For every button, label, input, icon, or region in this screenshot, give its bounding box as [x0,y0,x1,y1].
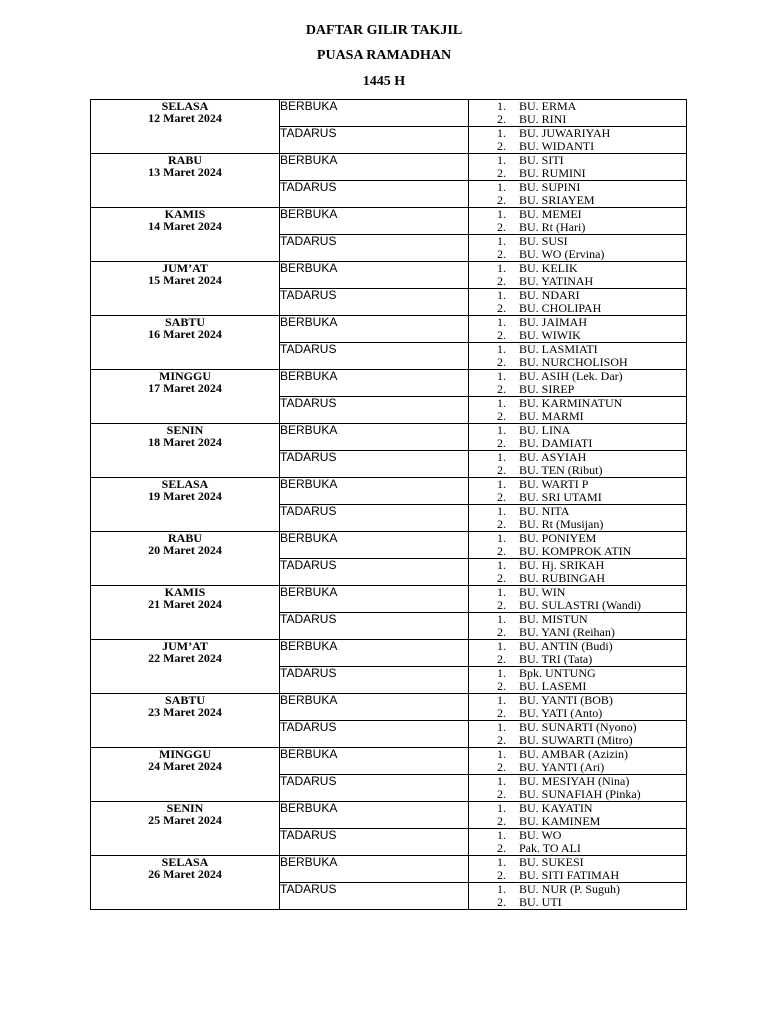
activity-berbuka: BERBUKA [280,316,469,343]
entry-number: 1. [497,207,506,221]
name-entry [469,356,686,369]
day-name: RABU [167,531,202,545]
entry-number: 1. [497,261,506,275]
day-cell [91,532,280,586]
name-entry [469,518,686,531]
activity-tadarus: TADARUS [280,883,469,910]
person-name: BU. ANTIN (Budi) [519,639,613,653]
day-date: 24 Maret 2024 [148,759,222,773]
person-name: BU. WO [519,828,562,842]
entry-number: 2. [497,139,506,153]
entry-number: 1. [497,342,506,356]
entry-number: 2. [497,841,506,855]
entry-number: 2. [497,571,506,585]
entry-number: 2. [497,625,506,639]
schedule-row [91,694,687,721]
name-entry [469,572,686,585]
name-entry [469,869,686,882]
entry-number: 1. [497,315,506,329]
name-entry [469,248,686,261]
name-entry [469,788,686,801]
person-name: BU. TEN (Ribut) [519,463,603,477]
schedule-row [91,100,687,127]
day-name: RABU [167,153,202,167]
person-name: BU. CHOLIPAH [519,301,602,315]
entry-number: 1. [497,504,506,518]
day-cell [91,856,280,910]
person-name: Bpk. UNTUNG [519,666,596,680]
day-cell [91,154,280,208]
tadarus-names-cell [469,397,687,424]
day-cell [91,316,280,370]
activity-berbuka: BERBUKA [280,154,469,181]
document-year: 1445 H [362,74,406,89]
activity-berbuka: BERBUKA [280,586,469,613]
name-entry [469,761,686,774]
berbuka-names-cell [469,802,687,829]
activity-tadarus: TADARUS [280,667,469,694]
entry-number: 2. [497,220,506,234]
person-name: BU. LINA [519,423,571,437]
day-cell [91,586,280,640]
day-name: JUM’AT [162,639,208,653]
activity-tadarus: TADARUS [280,127,469,154]
activity-berbuka: BERBUKA [280,748,469,775]
entry-number: 2. [497,517,506,531]
name-entry [469,464,686,477]
berbuka-names-cell [469,100,687,127]
person-name: BU. SUWARTI (Mitro) [519,733,633,747]
entry-number: 2. [497,490,506,504]
schedule-table [90,99,687,910]
day-date: 18 Maret 2024 [148,435,222,449]
berbuka-names-cell [469,316,687,343]
person-name: BU. MISTUN [519,612,588,626]
berbuka-names-cell [469,154,687,181]
person-name: BU. PONIYEM [519,531,597,545]
day-date: 14 Maret 2024 [148,219,222,233]
schedule-body [91,100,687,910]
activity-tadarus: TADARUS [280,451,469,478]
entry-number: 2. [497,706,506,720]
person-name: BU. KOMPROK ATIN [519,544,632,558]
entry-number: 2. [497,328,506,342]
person-name: BU. JUWARIYAH [519,126,611,140]
name-entry [469,545,686,558]
name-entry [469,734,686,747]
person-name: BU. SULASTRI (Wandi) [519,598,642,612]
berbuka-names-cell [469,532,687,559]
name-entry [469,383,686,396]
activity-tadarus: TADARUS [280,559,469,586]
berbuka-names-cell [469,424,687,451]
person-name: BU. YATI (Anto) [519,706,603,720]
entry-number: 1. [497,774,506,788]
tadarus-names-cell [469,127,687,154]
day-cell [91,478,280,532]
name-entry [469,680,686,693]
activity-tadarus: TADARUS [280,775,469,802]
day-cell [91,370,280,424]
entry-number: 2. [497,868,506,882]
tadarus-names-cell [469,181,687,208]
day-date: 21 Maret 2024 [148,597,222,611]
person-name: BU. YANTI (Ari) [519,760,605,774]
activity-berbuka: BERBUKA [280,694,469,721]
day-cell [91,262,280,316]
day-date: 16 Maret 2024 [148,327,222,341]
day-name: SELASA [161,855,209,869]
day-cell [91,748,280,802]
entry-number: 2. [497,598,506,612]
entry-number: 1. [497,639,506,653]
day-date: 26 Maret 2024 [148,867,222,881]
person-name: BU. ASYIAH [519,450,587,464]
schedule-row [91,586,687,613]
day-date: 25 Maret 2024 [148,813,222,827]
schedule-row [91,370,687,397]
name-entry [469,410,686,423]
person-name: BU. SUKESI [519,855,584,869]
schedule-row [91,748,687,775]
person-name: BU. NUR (P. Suguh) [519,882,621,896]
entry-number: 2. [497,274,506,288]
schedule-row [91,856,687,883]
day-name: SENIN [166,801,204,815]
schedule-row [91,316,687,343]
day-cell [91,694,280,748]
person-name: BU. Rt (Hari) [519,220,586,234]
tadarus-names-cell [469,883,687,910]
person-name: BU. KARMINATUN [519,396,623,410]
name-entry [469,815,686,828]
entry-number: 2. [497,895,506,909]
tadarus-names-cell [469,775,687,802]
day-name: MINGGU [159,369,211,383]
entry-number: 1. [497,747,506,761]
activity-berbuka: BERBUKA [280,478,469,505]
entry-number: 2. [497,193,506,207]
berbuka-names-cell [469,478,687,505]
entry-number: 2. [497,436,506,450]
entry-number: 2. [497,112,506,126]
person-name: BU. SITI [519,153,564,167]
activity-tadarus: TADARUS [280,505,469,532]
day-date: 17 Maret 2024 [148,381,222,395]
activity-tadarus: TADARUS [280,235,469,262]
person-name: BU. MARMI [519,409,584,423]
entry-number: 1. [497,153,506,167]
name-entry [469,302,686,315]
name-entry [469,707,686,720]
day-cell [91,424,280,478]
person-name: BU. KELIK [519,261,578,275]
schedule-row [91,802,687,829]
entry-number: 2. [497,544,506,558]
day-cell [91,208,280,262]
person-name: BU. SRI UTAMI [519,490,602,504]
schedule-row [91,154,687,181]
entry-number: 1. [497,126,506,140]
day-name: SELASA [161,477,209,491]
day-cell [91,640,280,694]
person-name: BU. LASMIATI [519,342,598,356]
day-cell [91,802,280,856]
name-entry [469,275,686,288]
person-name: BU. NDARI [519,288,580,302]
entry-number: 1. [497,558,506,572]
activity-berbuka: BERBUKA [280,370,469,397]
day-date: 15 Maret 2024 [148,273,222,287]
tadarus-names-cell [469,667,687,694]
schedule-row [91,640,687,667]
entry-number: 2. [497,787,506,801]
entry-number: 2. [497,652,506,666]
activity-berbuka: BERBUKA [280,100,469,127]
entry-number: 1. [497,585,506,599]
activity-berbuka: BERBUKA [280,208,469,235]
day-date: 12 Maret 2024 [148,111,222,125]
day-date: 19 Maret 2024 [148,489,222,503]
name-entry [469,599,686,612]
activity-tadarus: TADARUS [280,397,469,424]
entry-number: 2. [497,355,506,369]
person-name: Pak. TO ALI [519,841,581,855]
person-name: BU. KAMINEM [519,814,601,828]
activity-tadarus: TADARUS [280,289,469,316]
person-name: BU. RINI [519,112,567,126]
person-name: BU. UTI [519,895,562,909]
name-entry [469,491,686,504]
berbuka-names-cell [469,586,687,613]
activity-berbuka: BERBUKA [280,424,469,451]
name-entry [469,113,686,126]
entry-number: 2. [497,463,506,477]
person-name: BU. AMBAR (Azizin) [519,747,628,761]
day-name: MINGGU [159,747,211,761]
activity-berbuka: BERBUKA [280,802,469,829]
person-name: BU. MEMEI [519,207,582,221]
entry-number: 1. [497,801,506,815]
person-name: BU. TRI (Tata) [519,652,593,666]
activity-tadarus: TADARUS [280,829,469,856]
person-name: BU. KAYATIN [519,801,593,815]
person-name: BU. SRIAYEM [519,193,595,207]
entry-number: 2. [497,733,506,747]
person-name: BU. WIWIK [519,328,581,342]
entry-number: 1. [497,450,506,464]
tadarus-names-cell [469,451,687,478]
entry-number: 1. [497,396,506,410]
entry-number: 2. [497,247,506,261]
schedule-row [91,532,687,559]
entry-number: 1. [497,720,506,734]
person-name: BU. ERMA [519,99,577,113]
day-date: 13 Maret 2024 [148,165,222,179]
activity-berbuka: BERBUKA [280,262,469,289]
person-name: BU. JAIMAH [519,315,588,329]
entry-number: 1. [497,477,506,491]
activity-tadarus: TADARUS [280,721,469,748]
name-entry [469,437,686,450]
schedule-row [91,478,687,505]
person-name: BU. SUPINI [519,180,581,194]
person-name: BU. RUBINGAH [519,571,606,585]
person-name: BU. MESIYAH (Nina) [519,774,630,788]
entry-number: 2. [497,679,506,693]
tadarus-names-cell [469,235,687,262]
person-name: BU. WIDANTI [519,139,595,153]
person-name: BU. WIN [519,585,566,599]
entry-number: 1. [497,369,506,383]
berbuka-names-cell [469,370,687,397]
tadarus-names-cell [469,829,687,856]
tadarus-names-cell [469,613,687,640]
activity-berbuka: BERBUKA [280,856,469,883]
activity-tadarus: TADARUS [280,343,469,370]
entry-number: 2. [497,166,506,180]
person-name: BU. DAMIATI [519,436,593,450]
document-title: DAFTAR GILIR TAKJIL [305,23,463,38]
day-cell [91,100,280,154]
entry-number: 1. [497,99,506,113]
entry-number: 2. [497,814,506,828]
entry-number: 1. [497,288,506,302]
activity-tadarus: TADARUS [280,613,469,640]
berbuka-names-cell [469,640,687,667]
entry-number: 1. [497,423,506,437]
tadarus-names-cell [469,721,687,748]
day-name: JUM’AT [162,261,208,275]
entry-number: 1. [497,693,506,707]
person-name: BU. Hj. SRIKAH [519,558,605,572]
day-name: SABTU [164,315,205,329]
entry-number: 2. [497,382,506,396]
name-entry [469,329,686,342]
day-date: 20 Maret 2024 [148,543,222,557]
tadarus-names-cell [469,343,687,370]
entry-number: 1. [497,666,506,680]
name-entry [469,842,686,855]
tadarus-names-cell [469,289,687,316]
activity-berbuka: BERBUKA [280,640,469,667]
activity-berbuka: BERBUKA [280,532,469,559]
person-name: BU. LASEMI [519,679,587,693]
entry-number: 1. [497,531,506,545]
day-name: KAMIS [164,585,206,599]
name-entry [469,626,686,639]
entry-number: 1. [497,855,506,869]
person-name: BU. Rt (Musijan) [519,517,604,531]
day-name: SELASA [161,99,209,113]
schedule-row [91,208,687,235]
name-entry [469,167,686,180]
person-name: BU. WARTI P [519,477,589,491]
person-name: BU. YATINAH [519,274,594,288]
day-date: 23 Maret 2024 [148,705,222,719]
entry-number: 2. [497,301,506,315]
entry-number: 1. [497,882,506,896]
person-name: BU. YANI (Reihan) [519,625,615,639]
name-entry [469,221,686,234]
berbuka-names-cell [469,694,687,721]
day-name: SABTU [164,693,205,707]
berbuka-names-cell [469,748,687,775]
tadarus-names-cell [469,559,687,586]
name-entry [469,140,686,153]
entry-number: 2. [497,409,506,423]
tadarus-names-cell [469,505,687,532]
person-name: BU. ASIH (Lek. Dar) [519,369,623,383]
person-name: BU. RUMINI [519,166,586,180]
entry-number: 1. [497,612,506,626]
schedule-row [91,424,687,451]
person-name: BU. SITI FATIMAH [519,868,620,882]
person-name: BU. YANTI (BOB) [519,693,613,707]
person-name: BU. SUSI [519,234,568,248]
person-name: BU. NURCHOLISOH [519,355,628,369]
person-name: BU. SIREP [519,382,575,396]
berbuka-names-cell [469,262,687,289]
entry-number: 1. [497,234,506,248]
name-entry [469,896,686,909]
person-name: BU. SUNARTI (Nyono) [519,720,637,734]
activity-tadarus: TADARUS [280,181,469,208]
person-name: BU. NITA [519,504,570,518]
berbuka-names-cell [469,856,687,883]
person-name: BU. WO (Ervina) [519,247,605,261]
berbuka-names-cell [469,208,687,235]
entry-number: 1. [497,180,506,194]
schedule-row [91,262,687,289]
day-date: 22 Maret 2024 [148,651,222,665]
person-name: BU. SUNAFIAH (Pinka) [519,787,641,801]
day-name: KAMIS [164,207,206,221]
name-entry [469,653,686,666]
day-name: SENIN [166,423,204,437]
entry-number: 1. [497,828,506,842]
name-entry [469,194,686,207]
document-subtitle: PUASA RAMADHAN [316,48,452,63]
entry-number: 2. [497,760,506,774]
